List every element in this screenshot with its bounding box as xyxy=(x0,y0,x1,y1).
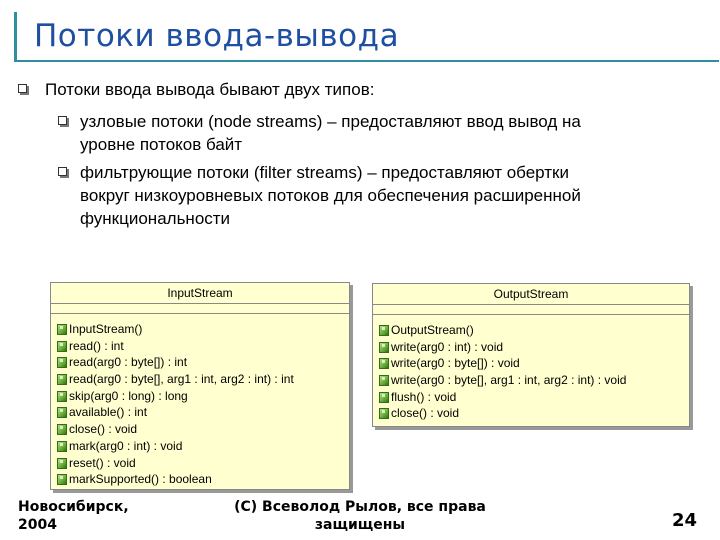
uml-method: markSupported() : boolean xyxy=(57,471,294,488)
uml-methods-list xyxy=(379,322,626,422)
uml-method: read(arg0 : byte[], arg1 : int, arg2 : int) : int xyxy=(57,371,294,388)
uml-methods-list xyxy=(57,321,294,488)
uml-method: InputStream() xyxy=(57,321,294,338)
uml-method: write(arg0 : int) : void xyxy=(379,339,626,356)
uml-method: read(arg0 : byte[]) : int xyxy=(57,354,294,371)
uml-class-outputstream xyxy=(372,283,690,427)
uml-method: flush() : void xyxy=(379,389,626,406)
uml-class-name: InputStream xyxy=(51,283,349,304)
bullet-square-icon xyxy=(58,167,67,176)
uml-attributes-divider xyxy=(373,314,689,315)
method-icon xyxy=(57,357,67,368)
method-icon xyxy=(57,374,67,385)
uml-method: write(arg0 : byte[], arg1 : int, arg2 : int) : void xyxy=(379,372,626,389)
sub-bullet-line: вокруг низкоуровневых потоков для обеспечения расширенной xyxy=(80,186,581,205)
page-number: 24 xyxy=(672,510,698,531)
uml-method: close() : void xyxy=(57,421,294,438)
method-icon xyxy=(57,474,67,485)
uml-method: write(arg0 : byte[]) : void xyxy=(379,355,626,372)
uml-method: available() : int xyxy=(57,404,294,421)
method-icon xyxy=(379,358,389,369)
uml-method: read() : int xyxy=(57,338,294,355)
sub-bullet-line: уровне потоков байт xyxy=(80,135,243,154)
sub-bullet-line: фильтрующие потоки (filter streams) – предоставляют обертки xyxy=(80,163,569,182)
method-icon xyxy=(57,441,67,452)
method-icon xyxy=(379,325,389,336)
bullet-main xyxy=(18,80,374,100)
method-icon xyxy=(57,424,67,435)
uml-method: reset() : void xyxy=(57,455,294,472)
bullet-square-icon xyxy=(18,84,27,93)
bullet-main-text: Потоки ввода вывода бывают двух типов: xyxy=(45,80,375,99)
method-icon xyxy=(57,458,67,469)
sub-bullet-line: функциональности xyxy=(80,209,231,228)
uml-method: OutputStream() xyxy=(379,322,626,339)
uml-class-name: OutputStream xyxy=(373,284,689,305)
footer-copyright: (C) Всеволод Рылов, все права защищены xyxy=(234,499,486,533)
sub-bullet-line: узловые потоки (node streams) – предоставляют ввод вывод на xyxy=(80,112,581,131)
method-icon xyxy=(57,391,67,402)
uml-class-inputstream xyxy=(50,282,350,490)
bullet-square-icon xyxy=(58,116,67,125)
uml-method: close() : void xyxy=(379,405,626,422)
method-icon xyxy=(379,375,389,386)
uml-method: skip(arg0 : long) : long xyxy=(57,388,294,405)
slide-title: Потоки ввода-вывода xyxy=(34,18,400,54)
footer-location: Новосибирск, 2004 xyxy=(18,499,129,533)
method-icon xyxy=(57,324,67,335)
method-icon xyxy=(57,407,67,418)
method-icon xyxy=(379,392,389,403)
uml-method: mark(arg0 : int) : void xyxy=(57,438,294,455)
method-icon xyxy=(57,341,67,352)
uml-attributes-divider xyxy=(51,313,349,314)
method-icon xyxy=(379,408,389,419)
method-icon xyxy=(379,342,389,353)
